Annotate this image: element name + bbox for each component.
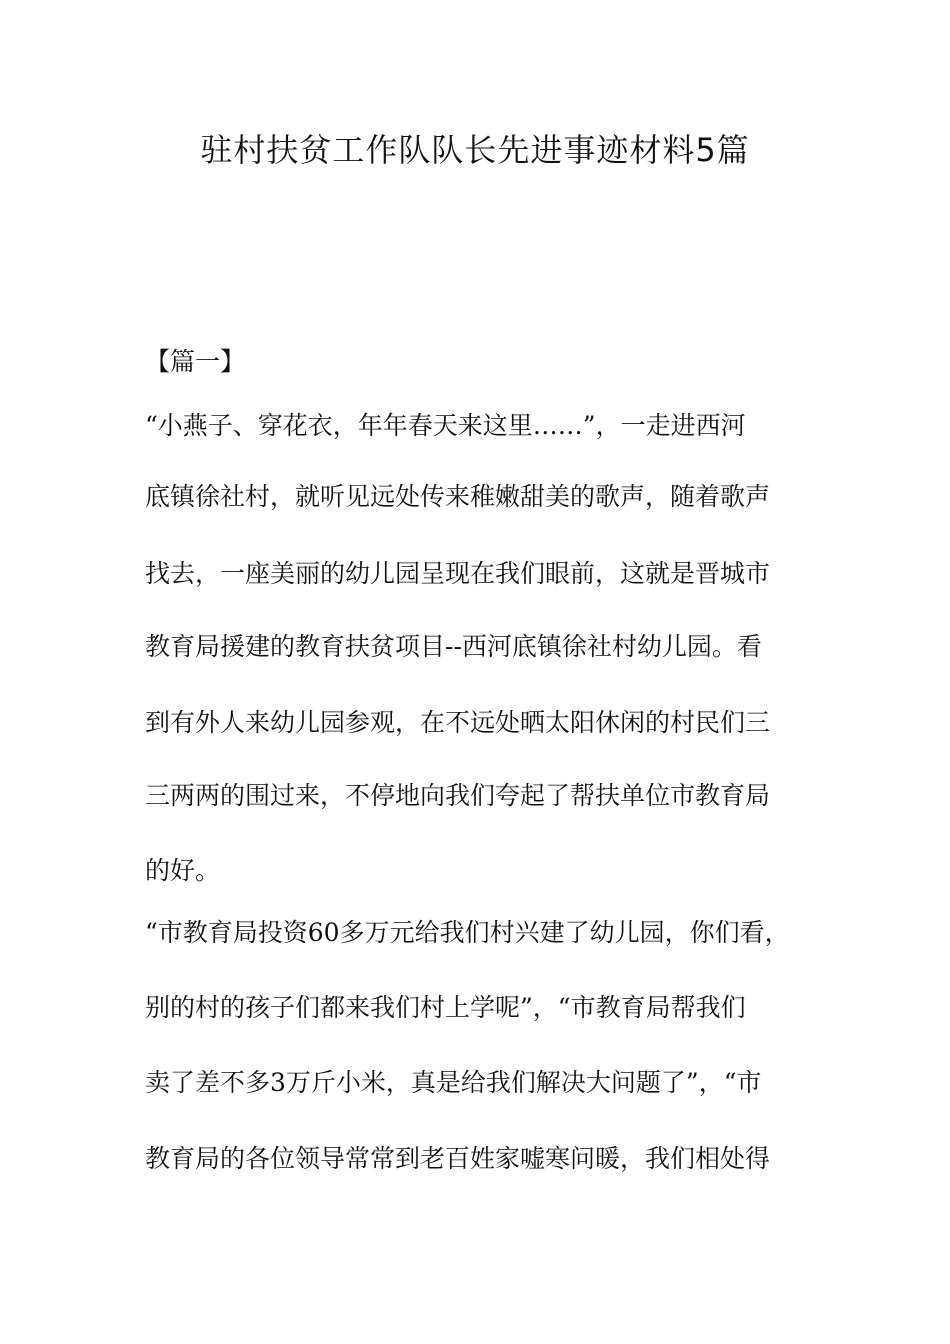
section-label: 【篇一】 [145,347,246,376]
paragraph-line: 教育局援建的教育扶贫项目--西河底镇徐社村幼儿园。看 [145,632,762,661]
paragraph-line: 别的村的孩子们都来我们村上学呢”，“市教育局帮我们 [145,993,746,1022]
paragraph-line: 到有外人来幼儿园参观，在不远处晒太阳休闲的村民们三 [145,708,771,737]
paragraph-line: 底镇徐社村，就听见远处传来稚嫩甜美的歌声，随着歌声 [145,482,771,511]
paragraph-line: 找去，一座美丽的幼儿园呈现在我们眼前，这就是晋城市 [145,559,771,588]
paragraph-line: 教育局的各位领导常常到老百姓家嘘寒问暖，我们相处得 [145,1144,771,1173]
document-title: 驻村扶贫工作队队长先进事迹材料5篇 [200,131,750,169]
paragraph-line: 卖了差不多3万斤小米，真是给我们解决大问题了”，“市 [145,1068,762,1097]
paragraph-line: “小燕子、穿花衣，年年春天来这里……”，一走进西河 [145,411,746,440]
paragraph-line: 三两两的围过来，不停地向我们夸起了帮扶单位市教育局 [145,781,771,810]
paragraph-line: 的好。 [145,856,221,885]
paragraph-line: “市教育局投资60多万元给我们村兴建了幼儿园，你们看， [145,918,790,947]
